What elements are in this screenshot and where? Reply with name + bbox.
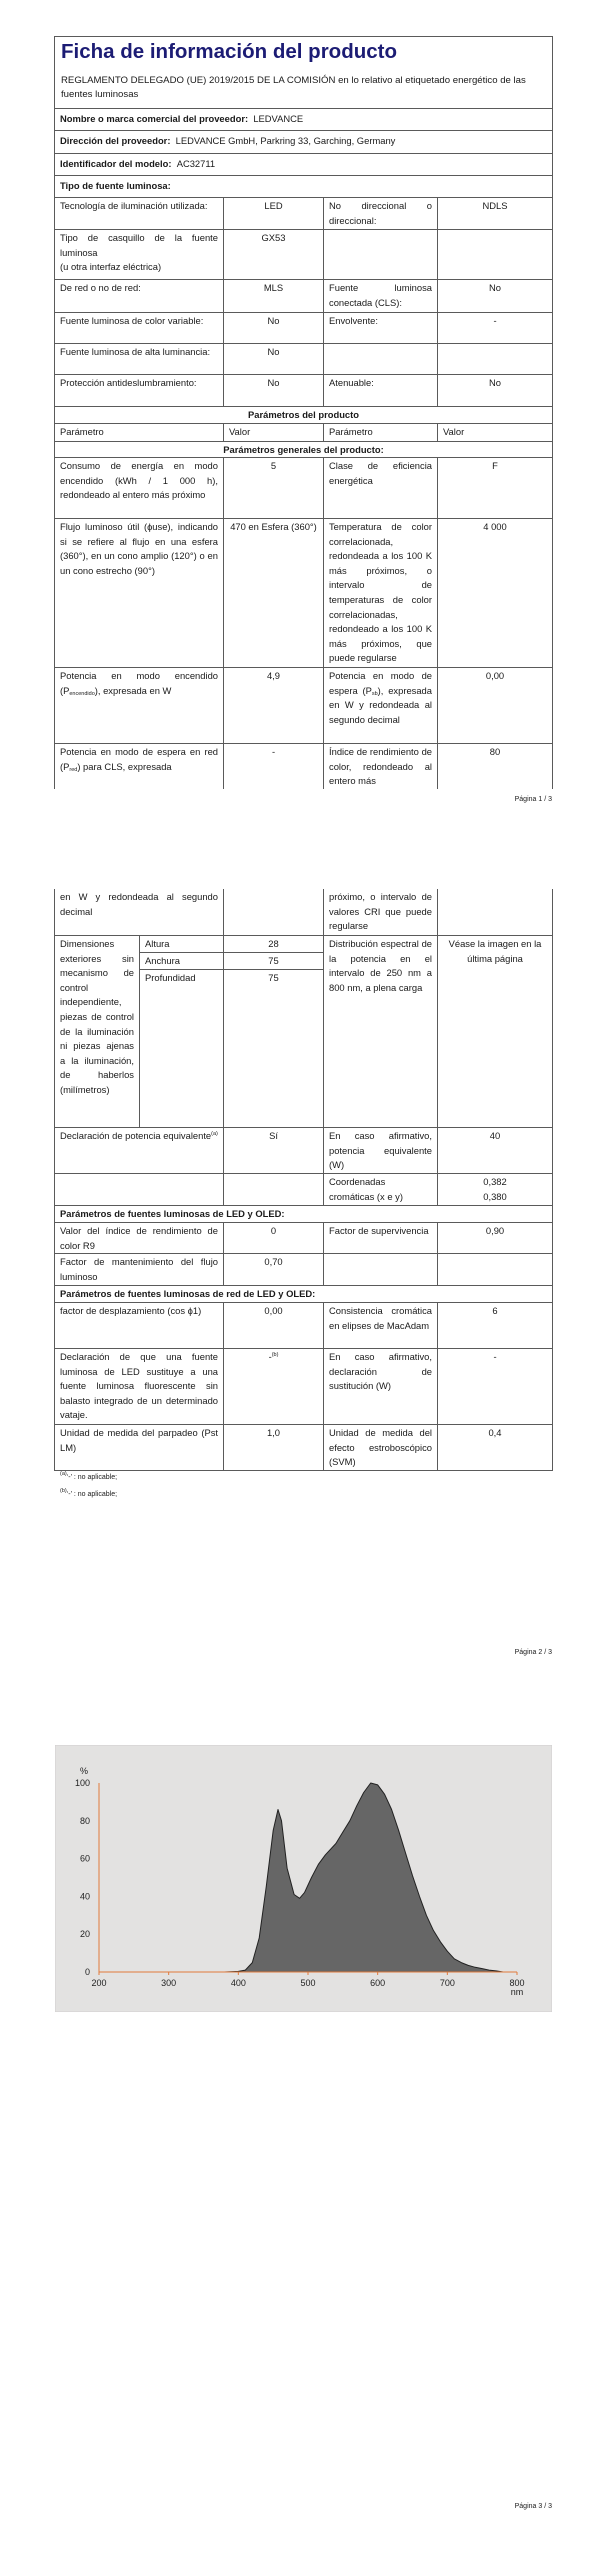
param-value: LED [223,197,324,230]
param-label: Declaración de que una fuente luminosa de LED sustituye a una fuente luminosa fluorescente sin balasto integrado de un determinado vataje. [54,1348,224,1425]
text-segment: Potencia en modo encendido (P [60,670,218,696]
regulation-subtitle: REGLAMENTO DELEGADO (UE) 2019/2015 DE LA COMISIÓN en lo relativo al etiquetado energético de las fuentes luminosas [61,75,526,100]
page-number: Página 3 / 3 [514,2503,552,2510]
column-header: Parámetro [54,423,224,442]
x-tick-label: 200 [91,1978,107,1988]
param-label: Temperatura de color correlacionada, redondeada a los 100 K más próximos, o intervalo de temperaturas de color correlacionadas, redondeado a los 100 K más próximos, que puede regularse [323,518,438,668]
param-label: Atenuable: [323,374,438,407]
text-segment: Declaración de potencia equivalente [60,1130,212,1141]
param-label: En caso afirmativo, potencia equivalente (W) [323,1127,438,1174]
section-heading-general: Parámetros generales del producto: [54,441,553,458]
param-label: Flujo luminoso útil (ɸuse), indicando si se refiere al flujo en una esfera (360°), en un cono amplio (120°) o en un cono estrecho (90°) [54,518,224,668]
param-value [437,889,553,936]
param-label: en W y redondeada al segundo decimal [54,889,224,936]
y-tick-label: 20 [79,1929,90,1940]
param-label [323,343,438,375]
param-value [223,1173,324,1206]
section-heading-params: Parámetros del producto [54,406,553,424]
section-heading-led: Parámetros de fuentes luminosas de LED y OLED: [54,1205,553,1223]
param-value: 5 [223,457,324,519]
param-label: próximo, o intervalo de valores CRI que puede regularse [323,889,438,936]
param-value: NDLS [437,197,553,230]
dimension-name: Anchura [139,952,224,970]
supplier-field-label: Identificador del modelo: [60,158,172,169]
param-label: Protección antideslumbramiento: [54,374,224,407]
footnote-marker: (a) [211,1131,218,1137]
param-label: De red o no de red: [54,279,224,313]
param-value: 4,9 [223,667,324,744]
x-axis-unit: nm [510,1987,524,1997]
param-label: factor de desplazamiento (cos ϕ1) [54,1302,224,1349]
dimension-name: Altura [139,935,224,953]
param-value [437,1253,553,1286]
param-label [54,667,224,744]
text-segment: ), expresada en W [94,684,172,696]
param-label: No direccional o direccional: [323,197,438,230]
supplier-info-row [54,153,553,176]
dimension-name: Profundidad [139,969,224,1128]
param-value: 0,90 [437,1222,553,1254]
param-value: No [223,374,324,407]
x-tick-label: 300 [161,1978,177,1988]
param-value: No [437,279,553,313]
y-tick-label: 60 [79,1853,90,1864]
param-value: 0 [223,1222,324,1254]
supplier-field-label: Nombre o marca comercial del proveedor: [60,113,249,124]
y-axis-unit: % [79,1766,89,1776]
footnote [60,1471,118,1481]
param-label [54,743,224,789]
column-header: Valor [223,423,324,442]
param-value [437,343,553,375]
footnote-marker: (a) [60,1471,67,1477]
dimensions-label: Dimensiones exteriores sin mecanismo de control independiente, piezas de control de la iluminación ni piezas ajenas a la iluminación, de haberlos (milímetros) [54,935,140,1128]
footnote-marker: (b) [60,1488,67,1494]
spd-label: Distribución espectral de la potencia en el intervalo de 250 nm a 800 nm, a plena carga [323,935,438,1128]
param-label: Coordenadas cromáticas (x e y) [323,1173,438,1206]
text-segment: Potencia en modo de espera en red (P [60,746,218,772]
subscript: red [69,766,78,773]
param-label: Clase de eficiencia energética [323,457,438,519]
dimension-value: 75 [223,969,324,1128]
dimension-value: 75 [223,952,324,970]
y-tick-label: 40 [79,1891,90,1902]
footnote-marker: (b) [271,1352,279,1358]
param-value: No [223,343,324,375]
param-label [323,667,438,744]
subscript: sb [371,690,378,697]
param-value: - [437,312,553,344]
supplier-field-value: AC32711 [176,158,216,169]
x-tick-label: 700 [439,1978,455,1988]
spd-value: Véase la imagen en la última página [437,935,553,1128]
x-tick-label: 400 [230,1978,246,1988]
param-value: No [223,312,324,344]
param-label: Fuente luminosa de color variable: [54,312,224,344]
supplier-field-label: Dirección del proveedor: [60,135,171,146]
page-number: Página 2 / 3 [514,1649,552,1656]
param-label: Fuente luminosa de alta luminancia: [54,343,224,375]
text-segment: - [268,1351,272,1362]
param-value: GX53 [223,229,324,280]
param-label: En caso afirmativo, declaración de sustitución (W) [323,1348,438,1425]
param-label: Tipo de casquillo de la fuente luminosa (u otra interfaz eléctrica) [54,229,224,280]
param-value: Sí [223,1127,324,1174]
subscript: encendido [69,690,95,697]
param-value: 0,00 [223,1302,324,1349]
page-number: Página 1 / 3 [514,796,552,803]
footnote [60,1488,118,1498]
column-header: Parámetro [323,423,438,442]
y-tick-label: 100 [74,1778,90,1788]
y-tick-label: 80 [79,1815,90,1826]
param-value: 4 000 [437,518,553,668]
text-segment: ‘-’ : no aplicable; [66,1474,118,1481]
section-heading-mains-led: Parámetros de fuentes luminosas de red de LED y OLED: [54,1285,553,1303]
param-label: Valor del índice de rendimiento de color R9 [54,1222,224,1254]
param-label: Factor de mantenimiento del flujo luminoso [54,1253,224,1286]
param-label [54,1173,224,1206]
x-tick-label: 800 [509,1978,525,1988]
param-value: 470 en Esfera (360°) [223,518,324,668]
x-tick-label: 500 [300,1978,316,1988]
spectral-distribution-chart [55,1745,552,2012]
param-label: Envolvente: [323,312,438,344]
param-value: 0,70 [223,1253,324,1286]
param-value [437,229,553,280]
param-value: No [437,374,553,407]
param-value: 80 [437,743,553,789]
param-value: 0,382 0,380 [437,1173,553,1206]
supplier-field-value: LEDVANCE [253,113,304,124]
param-value: - [437,1348,553,1425]
text-segment: Potencia en modo de espera (P [329,670,432,696]
param-value [223,1348,324,1425]
text-segment: ‘-’ : no aplicable; [66,1491,118,1498]
param-label [323,229,438,280]
page-title: Ficha de información del producto [61,40,397,63]
dimension-value: 28 [223,935,324,953]
param-label: Índice de rendimiento de color, redondeado al entero más [323,743,438,789]
param-value: - [223,743,324,789]
supplier-field-value: LEDVANCE GmbH, Parkring 33, Garching, Germany [175,135,396,146]
param-value: 0,00 [437,667,553,744]
x-tick-label: 600 [370,1978,386,1988]
supplier-info-row [54,130,553,154]
supplier-info-row [54,108,553,131]
param-value: F [437,457,553,519]
param-label: Unidad de medida del parpadeo (Pst LM) [54,1424,224,1471]
param-label: Consistencia cromática en elipses de MacAdam [323,1302,438,1349]
param-label [323,1253,438,1286]
param-value: 40 [437,1127,553,1174]
param-label: Fuente luminosa conectada (CLS): [323,279,438,313]
text-segment: ) para CLS, expresada [77,760,172,772]
header-box [54,36,553,109]
param-label [54,1127,224,1174]
param-label: Consumo de energía en modo encendido (kWh / 1 000 h), redondeado al entero más próximo [54,457,224,519]
param-value [223,889,324,936]
text-segment: ), expresada en W y redondeada al segundo decimal [329,684,432,725]
param-value: 1,0 [223,1424,324,1471]
param-label: Factor de supervivencia [323,1222,438,1254]
column-header: Valor [437,423,553,442]
param-label: Unidad de medida del efecto estroboscópico (SVM) [323,1424,438,1471]
param-value: 6 [437,1302,553,1349]
y-tick-label: 0 [84,1967,90,1977]
section-heading-tipo: Tipo de fuente luminosa: [54,175,553,198]
param-label: Tecnología de iluminación utilizada: [54,197,224,230]
param-value: MLS [223,279,324,313]
param-value: 0,4 [437,1424,553,1471]
